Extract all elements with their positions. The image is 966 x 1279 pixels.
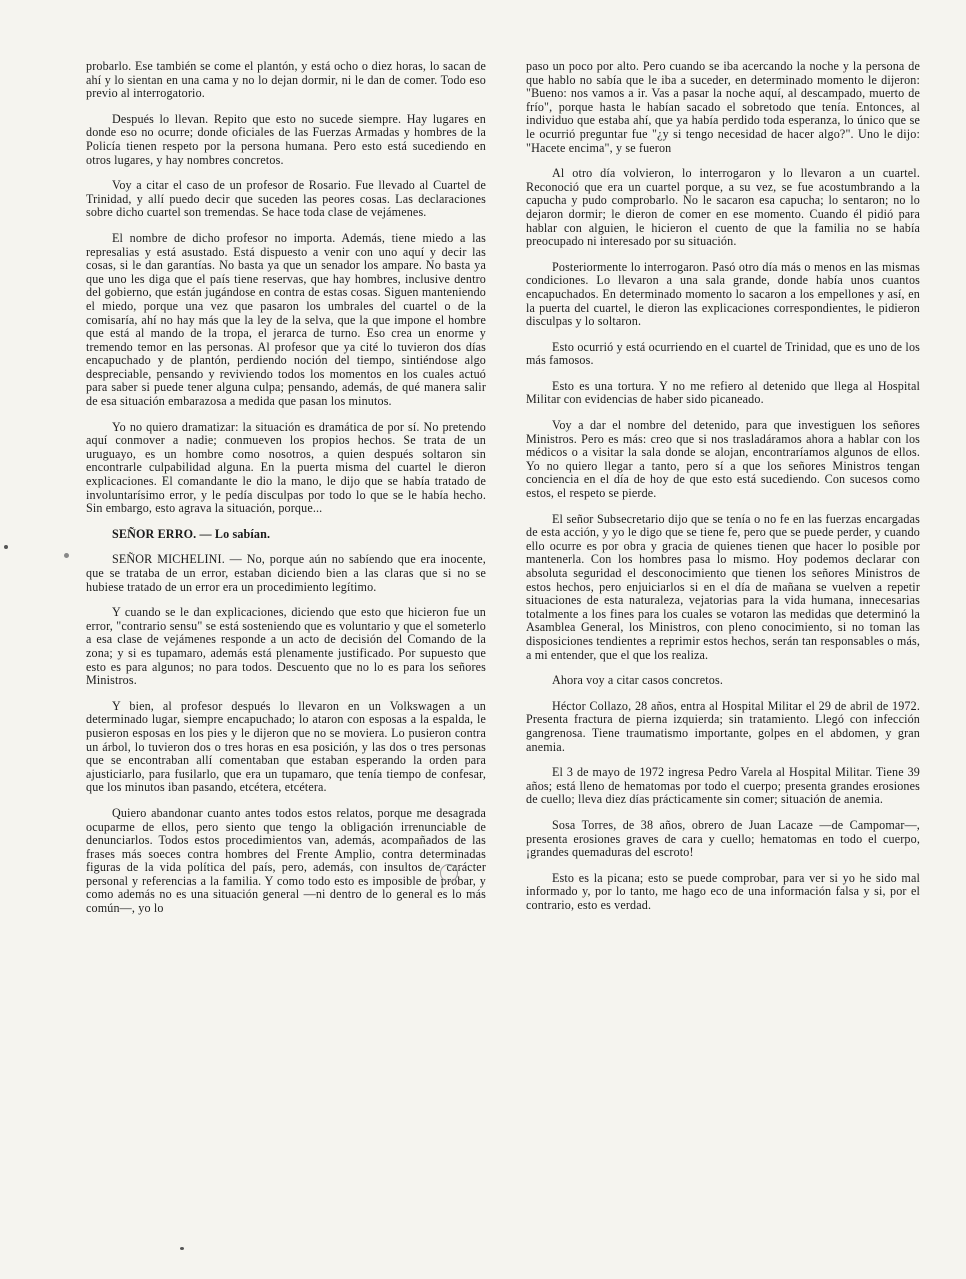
paragraph: El 3 de mayo de 1972 ingresa Pedro Varela al Hospital Militar. Tiene 39 años; está lleno de hematomas por todo el cuerpo; presenta grandes erosiones de cuello; lleva diez días prácticamente sin comer; situación de anemia. [526,765,920,807]
paragraph: Yo no quiero dramatizar: la situación es dramática de por sí. No pretendo aquí conmover a nadie; conmueven los propios hechos. Se trata de un uruguayo, es un hombre como nosotros, a quien después soltaron sin encontrarle culpabilidad alguna. En la puerta misma del cuartel le dieron explicaciones. El comandante le dio la mano, le dijo que se había tratado de involuntarísimo error, y le pedía disculpas por todo lo que se le había hecho. Sin embargo, esto agrava la situación, porque... [86,419,486,516]
paragraph: Ahora voy a citar casos concretos. [552,673,723,688]
paragraph: El nombre de dicho profesor no importa. Además, tiene miedo a las represalias y está asustado. Está dispuesto a venir con uno aquí y decir las cosas, si le dan garantías. No basta ya que un senador los ampare. No basta ya que uno les diga que el país tiene reservas, que hay hombres, inclusive dentro del gobierno, que están jugándose en contra de estas cosas. Siguen manteniendo el miedo, porque una vez que pasaron los umbrales del cuartel o de la comisaría, ahí no hay más que la ley de la selva, que la que impone el hombre que está al mando de la tropa, el jerarca de turno. Eso crea un enorme y tremendo temor en las personas. Al profesor que ya cité lo tuvieron dos días encapuchado y de plantón, perdiendo noción del tiempo, sintiéndose algo despreciable, pensando y reviviendo todos los momentos en los cuales actuó para saber si puede tener alguna culpa; pensando, además, de qué manera salir de esa situación embarazosa a medida que pasan los minutos. [86,230,486,409]
right-column [526,60,920,924]
paragraph: Esto ocurrió y está ocurriendo en el cuartel de Trinidad, que es uno de los más famosos. [526,339,920,368]
speaker-line: SEÑOR ERRO. — Lo sabían. [112,526,271,541]
paragraph: El señor Subsecretario dijo que se tenía o no fe en las fuerzas encargadas de esta acción, y yo le digo que se tiene fe, pero que se puede perder, y cuando ello ocurre es por obra y gracia de quienes tienen que hacer lo posible por mantenerla. Con los hombres pasa lo mismo. Hoy podemos declarar con absoluta seguridad el desconocimiento que tienen los señores Ministros de estos hechos, pero enjuiciarlos si en el día de mañana se vuelven a repetir situaciones de esta naturaleza, vejatorias para la vida humana, innecesarias totalmente a los fines para los cuales se votaron las medidas que determinó la Asamblea General, los Ministros, con pleno conocimiento, si no toman las disposiciones tendientes a reprimir estos hechos, serán tan responsables o más, a mi entender, que el que los realiza. [526,511,920,662]
paragraph: Voy a citar el caso de un profesor de Rosario. Fue llevado al Cuartel de Trinidad, y allí puedo decir que suceden las peores cosas. Las declaraciones sobre dicho cuartel son tremendas. Se hace toda clase de vejámenes. [86,178,486,220]
paragraph: Héctor Collazo, 28 años, entra al Hospital Militar el 29 de abril de 1972. Presenta fractura de pierna izquierda; sin tratamiento. Llegó con infección gangrenosa. Tiene traumatismo importante, golpes en el abdomen, y gran anemia. [526,698,920,754]
paragraph: Después lo llevan. Repito que esto no sucede siempre. Hay lugares en donde eso no ocurre; donde oficiales de las Fuerzas Armadas y hombres de la Policía tienen respeto por la persona humana. Pero esto está sucediendo en otros lugares, y hay nombres concretos. [86,111,486,167]
left-column [86,60,486,928]
paragraph: Y cuando se le dan explicaciones, diciendo que esto que hicieron fue un error, "contrario sensu" se está sosteniendo que es voluntario y que el someterlo a esa clase de vejámenes responde a un acto de decisión del Comando de la zona; y si es tupamaro, además está plenamente justificado. Por supuesto que esto es para algunos; no para todos. Descuento que no lo es para los señores Ministros. [86,605,486,688]
paragraph: Y bien, al profesor después lo llevaron en un Volkswagen a un determinado lugar, siempre encapuchado; lo ataron con esposas a la espalda, le pusieron esposas en los pies y le dijeron que no se moviera. Lo pusieron contra un árbol, lo tuvieron dos o tres horas en esa posición, y las dos o tres personas que se encontraban allí comentaban que estaban esperando la orden para ajusticiarlo, para fusilarlo, que era un tupamaro, que tenía tiempo de confesar, que los minutos iban pasando, etcétera, etcétera. [86,698,486,795]
scan-dot-mark [4,545,8,549]
paragraph: Quiero abandonar cuanto antes todos estos relatos, porque me desagrada ocuparme de ellos, pero siento que tengo la obligación irrenunciable de denunciarlos. Todos estos procedimientos van, además, acompañados de las frases más soeces contra hombres del Frente Amplio, contra determinadas figuras de la vida política del país, pero, además, con insultos de carácter personal y referencias a la familia. Y como todo esto es imposible de probar, y como además no es una situación general —ni dentro de lo general es lo más común—, yo lo [86,805,486,916]
scan-dot-mark [64,553,69,558]
paragraph: Esto es la picana; esto se puede comprobar, para ver si yo he sido mal informado y, por lo tanto, me hago eco de una información falsa y si, por el contrario, esto es verdad. [526,870,920,912]
paragraph: Sosa Torres, de 38 años, obrero de Juan Lacaze —de Campomar—, presenta erosiones graves de cara y cuello; hematomas en todo el cuerpo, ¡grandes quemaduras del escroto! [526,817,920,860]
paragraph: Posteriormente lo interrogaron. Pasó otro día más o menos en las mismas condiciones. Lo llevaron a una sala grande, donde había unos cuantos encapuchados. En determinado momento lo sacaron a los empellones y así, en la puerta del cuartel, le dieron las explicaciones correspondientes, le pidieron disculpas y lo soltaron. [526,259,920,329]
paragraph: Voy a dar el nombre del detenido, para que investiguen los señores Ministros. Pero es más: creo que si nos trasladáramos ahora a hablar con los médicos o a visitar la sala donde se alojan, encontraríamos algunos de ellos. Yo no quiero llegar a tanto, pero sí a que los señores Ministros tengan conciencia en el día de hoy de que esto está sucediendo. Con sucesos como estos, el respeto se pierde. [526,418,920,501]
scan-dot-mark [180,1247,184,1250]
paragraph: Esto es una tortura. Y no me refiero al detenido que llega al Hospital Militar con evidencias de haber sido picaneado. [526,378,920,407]
scan-stamp-mark [440,864,458,882]
paragraph: probarlo. Ese también se come el plantón, y está ocho o diez horas, lo sacan de ahí y lo sientan en una cama y no lo dejan dormir, ni le dan de comer. Todo eso previo al interrogatorio. [86,59,486,101]
paragraph: Al otro día volvieron, lo interrogaron y lo llevaron a un cuartel. Reconoció que era un cuartel porque, a su vez, se fue acostumbrando a la capucha y pudo comprobarlo. No le sacaron esa capucha; lo sentaron; no lo dejaron dormir; le dieron de comer en ese momento. Cuando él pidió para hablar con alguien, le hicieron el cuento de que la familia no se había preocupado ni interesado por su situación. [526,166,920,249]
paragraph: SEÑOR MICHELINI. — No, porque aún no sabíendo que era inocente, que se trataba de un error, estaban diciendo bien a las claras que si no se hubiese tratado de un error era un procedimiento legítimo. [86,552,486,594]
paragraph: paso un poco por alto. Pero cuando se iba acercando la noche y la persona de que hablo no sabía que le iba a suceder, en determinado momento le dijeron: "Bueno: nos vamos a ir. Vas a pasar la noche aquí, al descampado, muerto de frío", porque hasta le habían sacado el sobretodo que tenía. Entonces, al individuo que estaba ahí, que ya había perdido toda esperanza, lo único que se le ocurrió preguntar fue "¿y si tengo necesidad de hacer algo?". Uno le dijo: "Hacete encima", y se fueron [526,59,920,155]
